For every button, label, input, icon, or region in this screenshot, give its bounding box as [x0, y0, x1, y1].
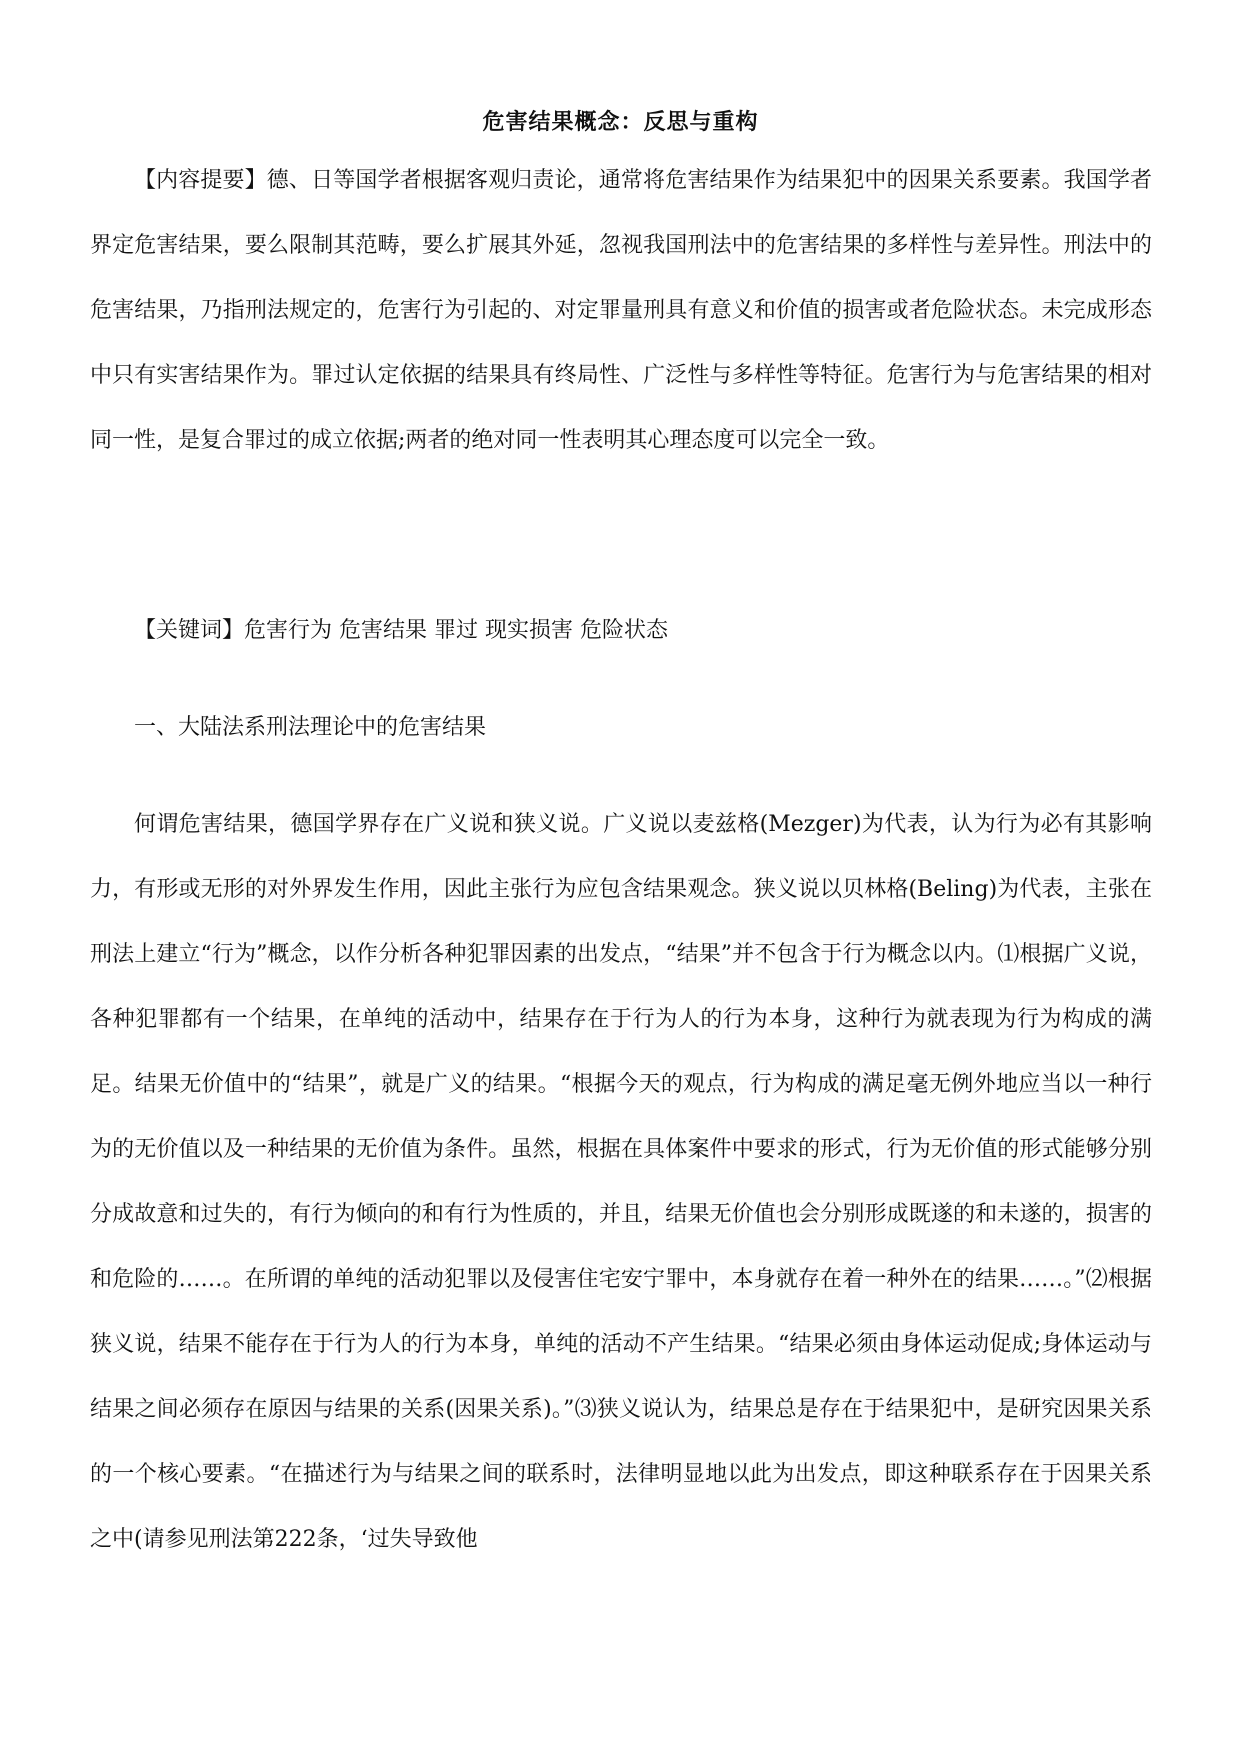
- body-paragraph: 何谓危害结果，德国学界存在广义说和狭义说。广义说以麦兹格(Mezger)为代表，认为行为必有其影响力，有形或无形的对外界发生作用，因此主张行为应包含结果观念。狭义说以贝林格(Beling)为代表，主张在刑法上建立“行为”概念，以作分析各种犯罪因素的出发点，“结果”并不包含于行为概念以内。⑴根据广义说，各种犯罪都有一个结果，在单纯的活动中，结果存在于行为人的行为本身，这种行为就表现为行为构成的满足。结果无价值中的“结果”，就是广义的结果。“根据今天的观点，行为构成的满足毫无例外地应当以一种行为的无价值以及一种结果的无价值为条件。虽然，根据在具体案件中要求的形式，行为无价值的形式能够分别分成故意和过失的，有行为倾向的和有行为性质的，并且，结果无价值也会分别形成既遂的和未遂的，损害的和危险的……。在所谓的单纯的活动犯罪以及侵害住宅安宁罪中，本身就存在着一种外在的结果……。”⑵根据狭义说，结果不能存在于行为人的行为本身，单纯的活动不产生结果。“结果必须由身体运动促成;身体运动与结果之间必须存在原因与结果的关系(因果关系)。”⑶狭义说认为，结果总是存在于结果犯中，是研究因果关系的一个核心要素。“在描述行为与结果之间的联系时，法律明显地以此为出发点，即这种联系存在于因果关系之中(请参见刑法第222条，‘过失导致他: [90, 812, 1152, 1552]
- document-title: 危害结果概念：反思与重构: [482, 109, 759, 135]
- section-heading: 一、大陆法系刑法理论中的危害结果: [134, 715, 487, 740]
- abstract-paragraph: 【内容提要】德、日等国学者根据客观归责论，通常将危害结果作为结果犯中的因果关系要素。我国学者界定危害结果，要么限制其范畴，要么扩展其外延，忽视我国刑法中的危害结果的多样性与差异性。刑法中的危害结果，乃指刑法规定的，危害行为引起的、对定罪量刑具有意义和价值的损害或者危险状态。未完成形态中只有实害结果作为。罪过认定依据的结果具有终局性、广泛性与多样性等特征。危害行为与危害结果的相对同一性，是复合罪过的成立依据;两者的绝对同一性表明其心理态度可以完全一致。: [90, 168, 1152, 453]
- keywords-line: 【关键词】危害行为 危害结果 罪过 现实损害 危险状态: [134, 618, 668, 643]
